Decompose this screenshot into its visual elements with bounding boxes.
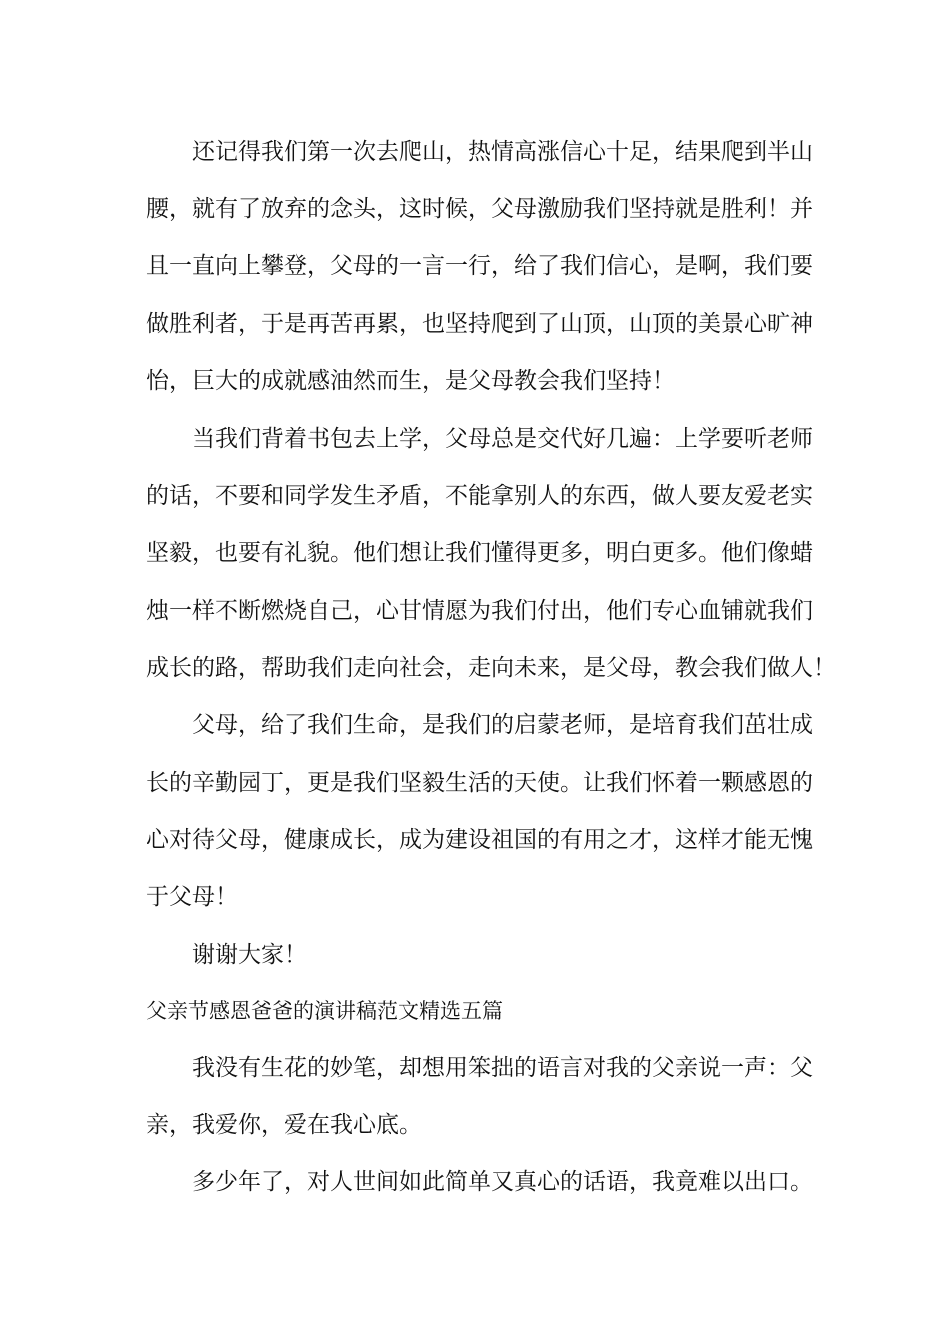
paragraph-1-line-3: 且一直向上攀登，父母的一言一行，给了我们信心，是啊，我们要 <box>146 253 813 279</box>
paragraph-1-line-1: 还记得我们第一次去爬山，热情高涨信心十足，结果爬到半山 <box>192 139 813 165</box>
paragraph-5-line-2: 亲，我爱你，爱在我心底。 <box>146 1112 422 1138</box>
paragraph-2-line-3: 坚毅，也要有礼貌。他们想让我们懂得更多，明白更多。他们像蜡 <box>146 540 813 566</box>
paragraph-2-line-5: 成长的路，帮助我们走向社会，走向未来，是父母，教会我们做人！ <box>146 655 836 681</box>
closing-line: 谢谢大家！ <box>192 942 307 968</box>
paragraph-6-line-1: 多少年了，对人世间如此简单又真心的话语，我竟难以出口。 <box>192 1169 813 1195</box>
paragraph-1-line-5: 怡，巨大的成就感油然而生，是父母教会我们坚持！ <box>146 368 675 394</box>
paragraph-5-line-1: 我没有生花的妙笔，却想用笨拙的语言对我的父亲说一声：父 <box>192 1055 813 1081</box>
paragraph-1-line-4: 做胜利者，于是再苦再累，也坚持爬到了山顶，山顶的美景心旷神 <box>146 311 813 337</box>
paragraph-1-line-2: 腰，就有了放弃的念头，这时候，父母激励我们坚持就是胜利！并 <box>146 196 813 222</box>
paragraph-2-line-1: 当我们背着书包去上学，父母总是交代好几遍：上学要听老师 <box>192 426 813 452</box>
paragraph-2-line-4: 烛一样不断燃烧自己，心甘情愿为我们付出，他们专心血铺就我们 <box>146 598 813 624</box>
paragraph-3-line-1: 父母，给了我们生命，是我们的启蒙老师，是培育我们茁壮成 <box>192 712 813 738</box>
paragraph-3-line-4: 于父母！ <box>146 884 238 910</box>
paragraph-2-line-2: 的话，不要和同学发生矛盾，不能拿别人的东西，做人要友爱老实 <box>146 483 813 509</box>
paragraph-3-line-3: 心对待父母，健康成长，成为建设祖国的有用之才，这样才能无愧 <box>146 827 813 853</box>
section-heading: 父亲节感恩爸爸的演讲稿范文精选五篇 <box>146 999 503 1023</box>
paragraph-3-line-2: 长的辛勤园丁，更是我们坚毅生活的天使。让我们怀着一颗感恩的 <box>146 770 813 796</box>
